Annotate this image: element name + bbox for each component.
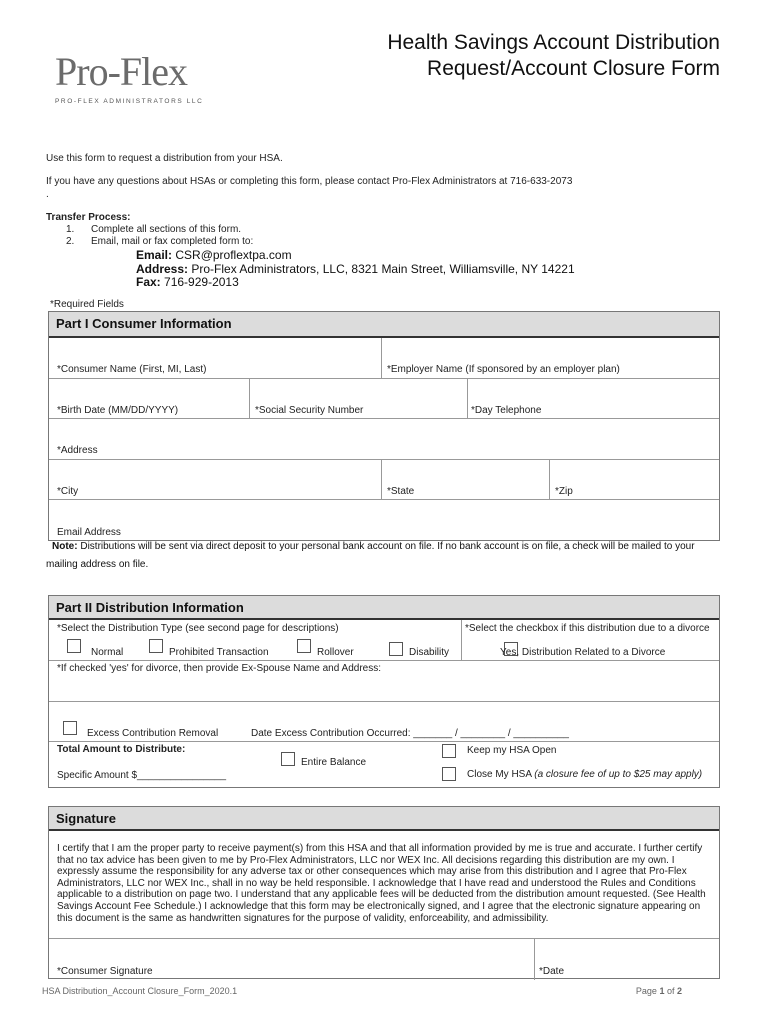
fax-label: Fax: [136,275,161,289]
excess-date-field[interactable]: Date Excess Contribution Occurred: _______ / ________ / __________ [251,728,569,739]
normal-checkbox[interactable] [67,639,81,653]
specific-amount-field[interactable]: Specific Amount $________________ [57,770,227,781]
form-title-line2: Request/Account Closure Form [427,57,720,80]
employer-name-field[interactable]: *Employer Name (If sponsored by an employer plan) [387,364,620,375]
prohibited-checkbox[interactable] [149,639,163,653]
step-1: Complete all sections of this form. [91,224,242,235]
email-value[interactable]: CSR@proflextpa.com [175,248,292,262]
intro-line2-tail: . [46,189,49,200]
step-number-2: 2. [66,236,75,247]
intro-line1: Use this form to request a distribution from your HSA. [46,153,283,164]
consumer-signature-field[interactable]: *Consumer Signature [57,966,153,977]
logo-wordmark: Pro-Flex [55,49,187,94]
part1-note [52,541,695,552]
close-hsa-text: Close My HSA [467,769,532,780]
keep-open-label: Keep my HSA Open [467,745,557,756]
close-hsa-label [467,769,702,780]
total-amount-label: Total Amount to Distribute: [57,744,186,755]
signature-date-field[interactable]: *Date [539,966,565,977]
ssn-field[interactable]: *Social Security Number [255,405,364,416]
page-number: Page 1 of 2 [635,986,682,996]
email-label: Email: [136,248,173,262]
required-note: *Required Fields [50,299,124,310]
entire-balance-label: Entire Balance [301,757,367,768]
excess-removal-label: Excess Contribution Removal [87,728,219,739]
form-identifier: HSA Distribution_Account Closure_Form_2020.1 [42,986,238,996]
zip-field[interactable]: *Zip [555,486,573,497]
state-field[interactable]: *State [387,486,415,497]
step-2: Email, mail or fax completed form to: [91,236,254,247]
signature-section [48,806,720,979]
consumer-name-field[interactable]: *Consumer Name (First, MI, Last) [57,364,207,375]
divorce-label: *Select the checkbox if this distribution due to a divorce [465,623,710,634]
part1-section [48,311,720,541]
company-logo [55,49,225,112]
address-label: Address: [136,262,189,276]
prohibited-label: Prohibited Transaction [169,647,269,658]
day-telephone-field[interactable]: *Day Telephone [471,405,542,416]
logo-subtext: PRO-FLEX ADMINISTRATORS LLC [55,98,204,105]
page-current: 1 [659,986,665,996]
email-address-field[interactable]: Email Address [57,527,121,538]
normal-label: Normal [91,647,124,658]
signature-title: Signature [49,807,719,831]
part1-note-line2: mailing address on file. [46,559,149,570]
city-field[interactable]: *City [57,486,79,497]
intro-line2: If you have any questions about HSAs or completing this form, please contact Pro-Flex Administrators at 716-633-2073 [46,176,573,187]
entire-balance-checkbox[interactable] [281,752,295,766]
contact-address [136,262,575,276]
contact-fax [136,275,239,289]
address-field[interactable]: *Address [57,445,98,456]
part2-section [48,595,720,788]
rollover-checkbox[interactable] [297,639,311,653]
part1-title: Part I Consumer Information [49,312,719,338]
form-title-line1: Health Savings Account Distribution [387,31,720,54]
keep-open-checkbox[interactable] [442,744,456,758]
distribution-type-label: *Select the Distribution Type (see second page for descriptions) [57,623,339,634]
page-total: 2 [676,986,682,996]
excess-removal-checkbox[interactable] [63,721,77,735]
disability-label: Disability [409,647,450,658]
note-label: Note: [52,541,78,552]
birth-date-field[interactable]: *Birth Date (MM/DD/YYYY) [57,405,179,416]
ex-spouse-field[interactable]: *If checked 'yes' for divorce, then provide Ex-Spouse Name and Address: [57,663,381,674]
part2-title: Part II Distribution Information [49,596,719,620]
divorce-option-label: Yes, Distribution Related to a Divorce [500,647,666,658]
contact-email [136,248,292,262]
certification-text: I certify that I am the proper party to receive payment(s) from this HSA and that all information provided by me is true and accurate. I further certify that no tax advice has been given to me by Pro-Flex Administrators, LLC nor WEX Inc. All decisions regarding this distribution are my own. I expressly assume the responsibility for any adverse tax or other consequences which may arise from this distribution and I agree that Pro-Flex Administrators, LLC nor WEX Inc., shall in no way be held responsible. I acknowledge that I have read and understood the Rules and Conditions applicable to a distribution on page two. I understand that any applicable fees will be deducted from the distribution amount requested. (See Health Savings Account Fee Schedule.) I acknowledge that this form may be electronically signed, and I agree that the electronic signature appearing on this document is the same as handwritten signatures for the purpose of validity, enforceability, and admissibility. [57,843,706,924]
close-fee-note: (a closure fee of up to $25 may apply) [534,769,703,780]
disability-checkbox[interactable] [389,642,403,656]
rollover-label: Rollover [317,647,354,658]
note-text: Distributions will be sent via direct deposit to your personal bank account on file. If no bank account is on file, a check will be mailed to your [80,541,695,552]
transfer-heading: Transfer Process: [46,212,131,223]
fax-value: 716-929-2013 [164,275,239,289]
close-hsa-checkbox[interactable] [442,767,456,781]
address-value: Pro-Flex Administrators, LLC, 8321 Main Street, Williamsville, NY 14221 [191,262,575,276]
step-number-1: 1. [66,224,75,235]
form-title [387,30,720,82]
